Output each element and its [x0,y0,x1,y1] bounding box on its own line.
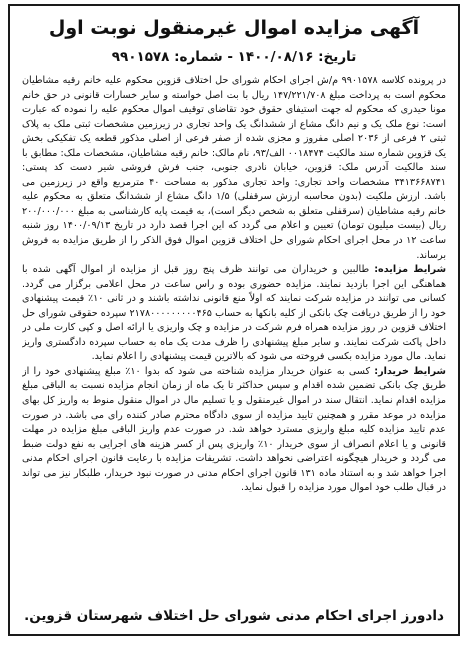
buyer-conditions-text: کسی به عنوان خریدار مزایده شناخته می شود که بدوا ۱۰٪ مبلغ پیشنهادی خود را از طریق چک بانکی تضمین شده اقدام و سپس حداکثر تا یک ماه از زمان انجام مزایده نسبت به الباقی مبلغ مزایده اقدام نماید. انتقال سند در اموال غیرمنقول و یا تسلیم مال در اموال منقول منوط به واریز کل بهای مزایده در موعد مقرر و همچنین تایید مزایده از سوی دادگاه محترم صادر کننده رای می باشد. در صورت عدم تایید مزایده کلیه مبلغ واریزی مسترد خواهد شد. در صورت عدم واریز الباقی مبلغ مزایده در مهلت قانونی و یا اعلام انصراف از سوی خریدار ۱۰٪ واریزی پس از کسر هزینه های اجرایی به نفع دولت ضبط می گردد و خریدار هیچگونه اعتراضی نخواهد داشت. تشریفات مزایده با رعایت قانون اجرای احکام مدنی اجرا خواهد شد و به استناد ماده ۱۳۱ قانون اجرای احکام مدنی در صورت نبود خریدار، طلبکار نیز می تواند در قبال طلب خود اموال مورد مزایده را قبول نماید. [22,365,446,494]
notice-signature: دادورز اجرای احکام مدنی شورای حل اختلاف شهرستان قزوین. [24,608,444,624]
buyer-conditions-heading: شرایط خریدار: [374,365,446,377]
auction-notice [8,4,460,636]
notice-body [22,74,446,604]
notice-date-number: تاریخ: ۱۴۰۰/۰۸/۱۶ - شماره: ۹۹۰۱۵۷۸ [111,49,357,65]
notice-title: آگهی مزایده اموال غیرمنقول نوبت اول [48,17,420,39]
auction-conditions-heading: شرایط مزایده: [374,264,446,276]
buyer-conditions [22,365,446,496]
auction-conditions [22,263,446,365]
case-description: در پرونده کلاسه ۹۹۰۱۵۷۸ م/ش اجرای احکام شورای حل اختلاف قزوین محکوم علیه خانم رقیه مشاطیان محکوم است به پرداخت مبلغ ۱۴۷/۲۲۱/۷۰۸ ریال با بت اصل خواسته و سایر خسارات قانونی در حق خانم مونا حیدری که محکوم له جهت استیفای حقوق خود تقاضای توقیف اموال محکوم علیه را نموده که عبارت است: نوع ملک یک و نیم دانگ مشاع از ششدانگ یک واحد تجاری در زیرزمین مشخصات ثبتی ملک به پلاک ثبتی ۲ فرعی از ۲۰۳۶ اصلی مفروز و مجزی شده از صفر فرعی از اصلی مذکور قطعه یک تفکیکی بخش یک قزوین شماره سند مالکیت ۰۰۱۸۴۷۴ الف/۹۳، نام مالک: خانم رقیه مشاطیان، مشخصات ملک: مطابق با سند مالکیت آدرس ملک: قزوین، خیابان نادری جنوبی، جنب فرش فروشی شیر دست کد پستی: ۳۴۱۳۶۶۸۷۴۱ مشخصات واحد تجاری: واحد تجاری مذکور به مساحت ۴۰ مترمربع واقع در زیرزمین می باشد. ارزش ملکیت (بدون محاسبه ارزش سرقفلی) ۱/۵ دانگ مشاع از ششدانگ متعلق به محکوم علیه خانم رقیه مشاطیان (سرقفلی متعلق به شخص دیگر است)، به قیمت پایه کارشناسی به مبلغ ۲۰۰/۰۰۰/۰۰۰ ریال (بیست میلیون تومان) تعیین و اعلام می گردد که این اجرا قصد دارد در تاریخ ۱۴۰۰/۰۹/۱۳ روز شنبه ساعت ۱۲ در محل اجرای احکام شورای حل اختلاف قزوین اموال فوق الذکر را از طریق مزایده به فروش برساند. [22,75,446,261]
auction-conditions-text: طالبین و خریداران می توانند ظرف پنج روز قبل از مزایده از اموال آگهی شده با هماهنگی این اجرا بازدید نمایند. مزایده حضوری بوده و راس ساعت در محل اعلامی برگزار می گردد. کسانی می توانند در مزایده شرکت نمایند که اولاً منع قانونی نداشته باشند و در ثانی ۱۰٪ قیمت پیشنهادی خود را از طریق دریافت چک بانکی از کلیه بانکها به حساب ۲۱۷۸۰۰۰۰۰۰۰۰۰۴۶۵ سپرده حقوقی شورای حل اختلاف قزوین در روز مزایده همراه فرم شرکت در مزایده و چک واریزی یا ارائه اصل و کپی کارت ملی در داخل پاکت شرکت نمایند. و سایر مبلغ پیشنهادی را ظرف مدت یک ماه به حساب سپرده دادگستری واریز نماید. مال مورد مزایده بکسی فروخته می شود که بالاترین قیمت پیشنهادی را اعلام نماید. [22,264,446,363]
